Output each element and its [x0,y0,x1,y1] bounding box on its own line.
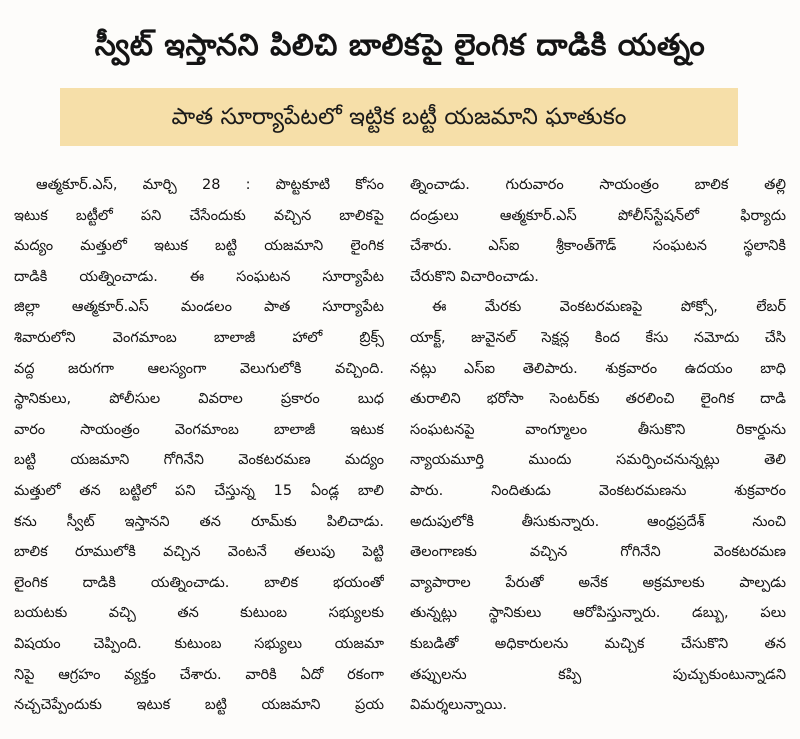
article-text-line: విషయం చెప్పింది. కుటుంబ సభ్యులు యజమా [14,635,384,652]
article-text-line: వారం సాయంత్రం వెంగమాంబ బాలాజీ ఇటుక [14,421,384,438]
article-text-line: అదుపులోకి తీసుకున్నారు. ఆంధ్రప్రదేశ్ నుంచి [410,513,786,530]
article-text-line: కుబడితో అధికారులను మచ్చిక చేసుకొని తన [410,635,786,652]
article-text-line: ఈ మేరకు వెంకటరమణపై పోక్సో, లేబర్ [432,299,786,316]
article-text-line: నట్లు ఎస్ఐ తెలిపారు. శుక్రవారం ఉదయం బాధి [410,360,786,377]
article-text-line: తురాలిని భరోసా సెంటర్‌కు తరలించి లైంగిక దాడి [410,391,786,408]
article-text-line: ఆత్మకూర్.ఎస్, మార్చి 28 : పొట్టకూటి కోసం [36,177,384,193]
article-text-line: వద్ద జరుగగా ఆలస్యంగా వెలుగులోకి వచ్చింది. [14,360,384,377]
article-text-line: తెలంగాణకు వచ్చిన గోగినేని వెంకటరమణ [410,544,786,561]
article-column-left [14,170,384,721]
article-text-line: త్నించాడు. గురువారం సాయంత్రం బాలిక తల్లి [410,177,786,193]
article-text-line: బట్టి యజమాని గోగినేని వెంకటరమణ మద్యం [14,452,384,469]
article-text-line: స్థానికులు, పోలీసుల వివరాల ప్రకారం బుధ [14,391,384,408]
article-text-line: చేశారు. ఎస్ఐ శ్రీకాంత్‌గౌడ్ సంఘటన స్థలానికి [410,238,786,255]
article-column-right [410,170,786,721]
headline: స్వీట్ ఇస్తానని పిలిచి బాలికపై లైంగిక దాడికి యత్నం [94,28,706,63]
article-text-line: నిపై ఆగ్రహం వ్యక్తం చేశారు. వారికి ఏదో రకంగా [14,666,384,683]
article-text-line: జిల్లా ఆత్మకూర్.ఎస్ మండలం పాత సూర్యాపేట [14,299,384,316]
article-text-line: పారు. నిందితుడు వెంకటరమణను శుక్రవారం [410,482,786,499]
article-text-line: విమర్శలున్నాయి. [410,697,508,714]
article-text-line: లైంగిక దాడికి యత్నించాడు. బాలిక భయంతో [14,574,384,591]
article-text-line: బయటకు వచ్చి తన కుటుంబ సభ్యులకు [14,605,384,622]
article-text-line: తున్నట్లు స్థానికులు ఆరోపిస్తున్నారు. డబ్బు, పలు [410,605,786,622]
article-text-line: వ్యాపారాల పేరుతో అనేక అక్రమాలకు పాల్పడు [410,574,786,591]
article-text-line: మత్తులో తన బట్టిలో పని చేస్తున్న 15 ఏండ్ల బాలి [14,482,384,499]
article-text-line: తప్పులను కప్పి పుచ్చుకుంటున్నాడని [410,666,786,683]
article-text-line: బాలిక రూములోకి వచ్చిన వెంటనే తలుపు పెట్టి [14,544,384,561]
article-text-line: సంఘటనపై వాంగ్మూలం తీసుకొని రికార్డును [410,421,786,438]
subheadline: పాత సూర్యాపేటలో ఇట్టిక బట్టీ యజమాని ఘాతుకం [171,104,627,130]
subheadline-box [60,88,738,146]
article-text-line: ఇటుక బట్టీలో పని చేసేందుకు వచ్చిన బాలికపై [14,207,384,224]
article-text-line: కను స్వీట్ ఇస్తానని తన రూమ్‌కు పిలిచాడు. [14,513,384,530]
article-text-line: న్యాయమూర్తి ముందు సమర్పించనున్నట్లు తెలి [410,452,786,469]
article-text-line: శివారులోని వెంగమాంబ బాలాజీ హాలో బ్రిక్స్ [14,329,384,346]
article-text-line: దాడికి యత్నించాడు. ఈ సంఘటన సూర్యాపేట [14,268,384,285]
article-text-line: చేరుకొని విచారించాడు. [410,268,539,285]
article-text-line: మద్యం మత్తులో ఇటుక బట్టి యజమాని లైంగిక [14,238,384,255]
article-text-line: నచ్చచెప్పేందుకు ఇటుక బట్టి యజమాని ప్రయ [14,697,384,714]
article-text-line: యాక్ట్, జువైనల్ సెక్షన్ల కింద కేసు నమోదు చేసి [410,329,786,346]
article-text-line: దండ్రులు ఆత్మకూర్.ఎస్ పోలీస్‌స్టేషన్‌లో ఫిర్యాదు [410,207,786,224]
